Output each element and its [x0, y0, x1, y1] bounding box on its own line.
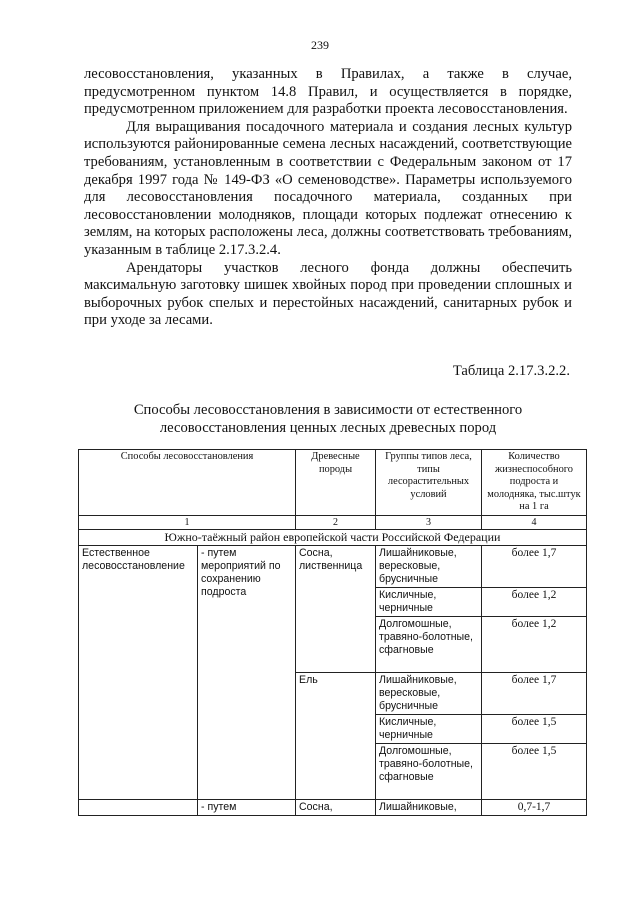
species-cell: Сосна, — [296, 800, 376, 816]
quantity-cell: более 1,5 — [482, 715, 587, 744]
column-number-row — [79, 516, 587, 530]
submethod-cell: - путем — [198, 800, 296, 816]
forest-group-cell: Лишайниковые, вересковые, брусничные — [376, 673, 482, 715]
quantity-cell: более 1,7 — [482, 673, 587, 715]
quantity-cell: более 1,2 — [482, 617, 587, 673]
header-quantity: Количество жизнеспособного подроста и молодняка, тыс.штук на 1 га — [482, 450, 587, 516]
forest-group-cell: Долгомошные, травяно-болотные, сфагновые — [376, 744, 482, 800]
header-species: Древесные породы — [296, 450, 376, 516]
table-header-row — [79, 450, 587, 516]
species-cell: Ель — [296, 673, 376, 800]
species-cell: Сосна, лиственница — [296, 546, 376, 673]
column-number: 2 — [296, 516, 376, 530]
region-name: Южно-таёжный район европейской части Российской Федерации — [79, 530, 587, 546]
quantity-cell: более 1,2 — [482, 588, 587, 617]
method-cell — [79, 800, 198, 816]
column-number: 3 — [376, 516, 482, 530]
header-groups: Группы типов леса, типы лесорастительных условий — [376, 450, 482, 516]
header-method: Способы лесовосстановления — [79, 450, 296, 516]
body-text — [84, 66, 572, 330]
reforestation-table — [78, 449, 587, 816]
method-cell: Естественное лесовосстановление — [79, 546, 198, 800]
forest-group-cell: Лишайниковые, — [376, 800, 482, 816]
quantity-cell: 0,7-1,7 — [482, 800, 587, 816]
paragraph-3: Арендаторы участков лесного фонда должны обеспечить максимальную заготовку шишек хвойных пород при проведении сплошных и выборочных рубок спелых и перестойных насаждений, санитарных рубок и при уходе за лесами. — [84, 259, 572, 329]
forest-group-cell: Кисличные, черничные — [376, 715, 482, 744]
forest-group-cell: Лишайниковые, вересковые, брусничные — [376, 546, 482, 588]
table-row — [79, 546, 587, 588]
quantity-cell: более 1,5 — [482, 744, 587, 800]
forest-group-cell: Долгомошные, травяно-болотные, сфагновые — [376, 617, 482, 673]
page-number: 239 — [311, 38, 329, 52]
column-number: 1 — [79, 516, 296, 530]
paragraph-2: Для выращивания посадочного материала и создания лесных культур используются районированные семена лесных насаждений, соответствующие требованиям, установленным в соответствии с Федеральным законом от 17 декабря 1997 года № 149-ФЗ «О семеноводстве». Параметры используемого для лесовосстановления посадочного материала, созданных при лесовосстановлении молодняков, площади которых подлежат отнесению к землям, на которых расположены леса, должны соответствовать требованиям, указанным в таблице 2.17.3.2.4. — [84, 118, 572, 258]
table-label: Таблица 2.17.3.2.2. — [452, 363, 570, 379]
submethod-cell: - путем мероприятий по сохранению подроста — [198, 546, 296, 800]
quantity-cell: более 1,7 — [482, 546, 587, 588]
forest-group-cell: Кисличные, черничные — [376, 588, 482, 617]
paragraph-1: лесовосстановления, указанных в Правилах, а также в случае, предусмотренном пунктом 14.8 Правил, и осуществляется в порядке, предусмотренном приложением для разработки проекта лесовосстановления. — [84, 66, 572, 118]
table-row — [79, 800, 587, 816]
table-title: Способы лесовосстановления в зависимости от естественного лесовосстановления ценных лесных древесных пород — [133, 402, 523, 436]
region-row — [79, 530, 587, 546]
column-number: 4 — [482, 516, 587, 530]
